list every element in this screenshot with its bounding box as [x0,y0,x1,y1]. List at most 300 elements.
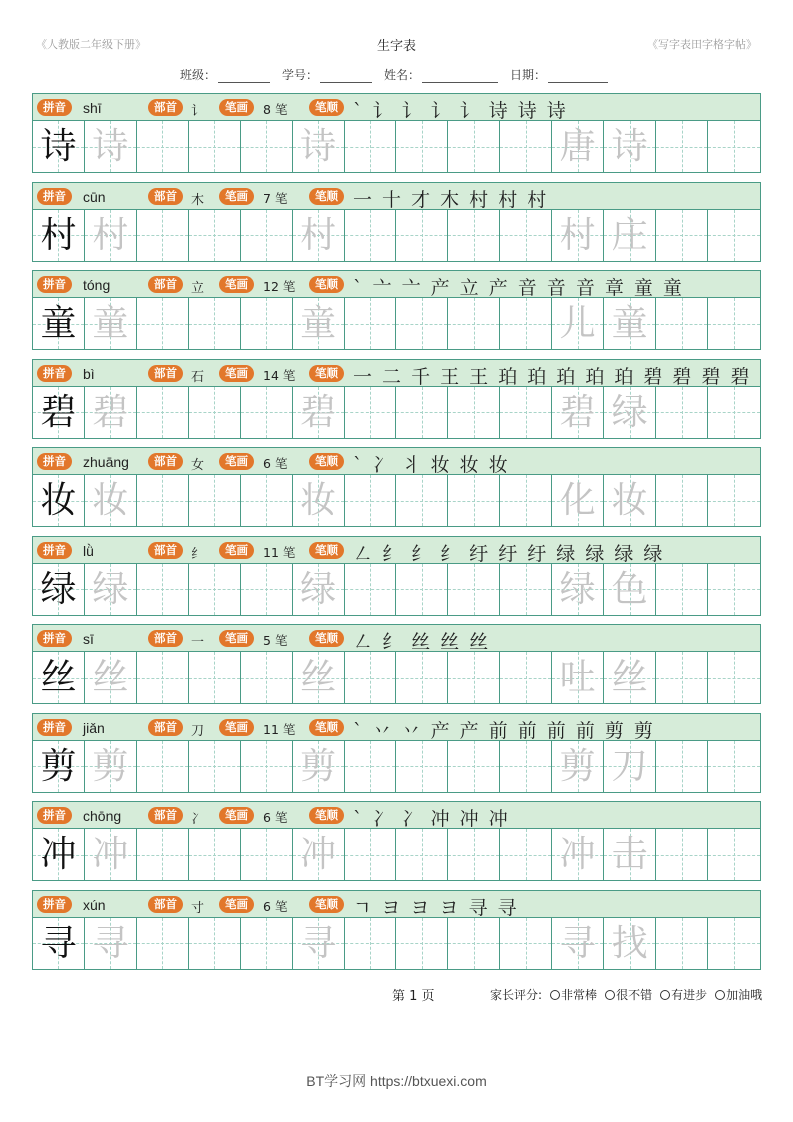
stroke-order-badge: 笔顺 [309,630,344,647]
writing-cell[interactable] [500,387,552,438]
pinyin-badge: 拼音 [37,630,72,647]
stroke-order-badge: 笔顺 [309,896,344,913]
model-character: 诗 [40,126,77,167]
writing-cell[interactable] [552,298,604,349]
writing-cell[interactable] [293,918,345,969]
writing-cell[interactable] [552,741,604,792]
writing-cell[interactable] [656,564,708,615]
radical-badge: 部首 [148,630,183,647]
page-title: 生字表 [376,39,416,54]
stroke-order-text: 一 十 才 木 村 村 村 [353,188,549,211]
name-label: 姓名： [384,68,421,82]
writing-cell[interactable] [604,652,656,703]
writing-cell[interactable] [396,741,448,792]
writing-cell[interactable] [552,387,604,438]
writing-cell[interactable] [552,564,604,615]
writing-cell[interactable] [708,475,760,526]
writing-cell[interactable] [33,829,85,880]
stroke-order-text: ` 冫 冫 冲 冲 冲 [353,808,510,830]
writing-cell[interactable] [500,475,552,526]
writing-cell[interactable] [500,918,552,969]
strokes-text [263,631,287,649]
number-label: 学号： [282,68,319,82]
writing-cell[interactable] [396,652,448,703]
tianzige-grid [32,475,761,527]
writing-cell[interactable] [293,210,345,261]
word-character: 击 [611,834,648,875]
tianzige-grid [32,652,761,704]
stroke-unit: 笔 [282,544,296,560]
trace-character: 寻 [92,922,129,964]
writing-cell[interactable] [85,564,137,615]
eval-option-good[interactable]: 很不错 [605,986,652,1003]
writing-cell[interactable] [708,121,760,172]
stroke-unit: 笔 [274,190,288,206]
writing-cell[interactable] [345,298,397,349]
writing-cell[interactable] [137,741,189,792]
stroke-order-text: ` 冫 丬 妆 妆 妆 [353,454,510,476]
writing-cell[interactable] [241,741,293,792]
writing-cell[interactable] [85,210,137,261]
writing-cell[interactable] [552,121,604,172]
strokes-badge: 笔画 [219,630,254,647]
strokes-badge: 笔画 [219,807,254,824]
tianzige-grid [32,298,761,350]
stroke-unit: 笔 [274,102,288,117]
character-row [32,624,761,704]
writing-cell[interactable] [33,121,85,172]
word-character: 冲 [559,834,596,875]
character-info-bar [32,624,761,652]
writing-cell[interactable] [85,121,137,172]
writing-cell[interactable] [396,387,448,438]
word-character: 刀 [611,745,648,787]
writing-cell[interactable] [293,298,345,349]
radical-text: 女 [191,458,205,473]
pinyin-text: jiǎn [83,719,105,736]
word-character: 绿 [559,568,596,610]
pinyin-text: shī [83,100,102,116]
word-character: 妆 [611,480,648,521]
writing-cell[interactable] [137,121,189,172]
writing-cell[interactable] [500,564,552,615]
writing-cell[interactable] [708,829,760,880]
writing-cell[interactable] [604,387,656,438]
radical-text: 刀 [191,723,205,739]
strokes-badge: 笔画 [219,99,254,116]
writing-cell[interactable] [345,741,397,792]
strokes-text [263,277,295,295]
writing-cell[interactable] [500,829,552,880]
radical-text: 冫 [191,812,205,827]
pinyin-badge: 拼音 [37,542,72,559]
writing-cell[interactable] [137,829,189,880]
writing-cell[interactable] [708,918,760,969]
trace-character: 妆 [300,480,337,521]
stroke-count: 11 [263,721,279,737]
writing-cell[interactable] [189,564,241,615]
writing-cell[interactable] [241,210,293,261]
writing-cell[interactable] [33,387,85,438]
writing-cell[interactable] [448,564,500,615]
character-info-bar [32,536,761,564]
stroke-order-text: ㄱ ヨ ヨ ヨ 寻 寻 [353,896,519,919]
stroke-order-badge: 笔顺 [309,365,344,382]
writing-cell[interactable] [656,652,708,703]
writing-cell[interactable] [293,829,345,880]
writing-cell[interactable] [137,387,189,438]
site-watermark: BT学习网 https://btxuexi.com [306,1073,487,1089]
trace-character: 村 [300,214,337,256]
word-character: 丝 [611,657,648,698]
writing-cell[interactable] [189,475,241,526]
writing-cell[interactable] [604,475,656,526]
pinyin-text: tóng [83,277,111,293]
character-sheet [32,93,761,978]
stroke-unit: 笔 [282,721,296,737]
stroke-count: 6 [263,456,271,471]
strokes-text [263,543,295,561]
writing-cell[interactable] [500,298,552,349]
stroke-order-text: ` 丷 丷 产 产 前 前 前 前 剪 剪 [353,719,655,742]
strokes-text [263,189,287,207]
pinyin-badge: 拼音 [37,99,72,116]
stroke-count: 5 [263,633,271,648]
radical-text: 一 [191,635,205,650]
stroke-order-text: ㇜ 纟 纟 纟 纡 纡 纡 绿 绿 绿 绿 [353,542,665,565]
writing-cell[interactable] [656,387,708,438]
writing-cell[interactable] [604,829,656,880]
word-character: 童 [611,303,648,344]
writing-cell[interactable] [604,121,656,172]
eval-option-excellent[interactable]: 非常棒 [550,986,597,1003]
writing-cell[interactable] [396,210,448,261]
character-info-bar [32,93,761,121]
writing-cell[interactable] [293,121,345,172]
writing-cell[interactable] [396,564,448,615]
writing-cell[interactable] [189,121,241,172]
strokes-text [263,100,287,118]
character-row [32,447,761,527]
writing-cell[interactable] [241,475,293,526]
writing-cell[interactable] [552,475,604,526]
writing-cell[interactable] [656,829,708,880]
page-number: 第 1 页 [392,989,435,1004]
eval-option-progress[interactable]: 有进步 [660,986,707,1003]
eval-option-keep-going[interactable]: 加油哦 [715,986,762,1003]
tianzige-grid [32,564,761,616]
radical-badge: 部首 [148,99,183,116]
writing-cell[interactable] [241,918,293,969]
stroke-unit: 笔 [274,810,288,825]
pinyin-text: sī [83,631,94,647]
trace-character: 诗 [92,126,129,167]
writing-cell[interactable] [137,210,189,261]
writing-cell[interactable] [241,387,293,438]
writing-cell[interactable] [241,298,293,349]
writing-cell[interactable] [708,564,760,615]
trace-character: 丝 [92,657,129,698]
stroke-count: 12 [263,279,279,294]
writing-cell[interactable] [33,298,85,349]
tianzige-grid [32,829,761,881]
word-character: 吐 [559,657,596,698]
writing-cell[interactable] [293,475,345,526]
stroke-unit: 笔 [274,898,288,914]
radical-badge: 部首 [148,807,183,824]
strokes-badge: 笔画 [219,276,254,293]
stroke-order-badge: 笔顺 [309,807,344,824]
trace-character: 村 [92,214,129,256]
character-info-bar [32,359,761,387]
pinyin-badge: 拼音 [37,807,72,824]
writing-cell[interactable] [656,475,708,526]
tianzige-grid [32,918,761,970]
writing-cell[interactable] [448,829,500,880]
pinyin-badge: 拼音 [37,365,72,382]
trace-character: 诗 [300,126,337,167]
writing-cell[interactable] [189,829,241,880]
writing-cell[interactable] [345,829,397,880]
radical-text: 石 [191,369,205,385]
pinyin-badge: 拼音 [37,896,72,913]
pinyin-text: lǜ [83,542,94,559]
model-character: 童 [40,303,77,344]
radical-text: 讠 [191,104,205,119]
writing-cell[interactable] [345,121,397,172]
stroke-count: 14 [263,367,279,383]
stroke-count: 8 [263,102,271,117]
character-row [32,359,761,439]
character-info-bar [32,713,761,741]
writing-cell[interactable] [241,652,293,703]
writing-cell[interactable] [396,298,448,349]
writing-cell[interactable] [345,475,397,526]
writing-cell[interactable] [137,652,189,703]
writing-cell[interactable] [189,210,241,261]
trace-character: 剪 [92,745,129,787]
writing-cell[interactable] [345,652,397,703]
character-info-bar [32,801,761,829]
writing-cell[interactable] [604,564,656,615]
model-character: 剪 [40,745,77,787]
trace-character: 剪 [300,745,337,787]
model-character: 绿 [40,568,77,610]
evaluation-label: 家长评分: [490,988,543,1002]
word-character: 剪 [559,745,596,787]
strokes-text [263,720,295,738]
trace-character: 童 [92,303,129,344]
writing-cell[interactable] [345,387,397,438]
stroke-order-text: ` 讠 讠 讠 讠 诗 诗 诗 [353,100,568,122]
trace-character: 寻 [300,922,337,964]
stroke-order-badge: 笔顺 [309,276,344,293]
writing-cell[interactable] [448,475,500,526]
strokes-badge: 笔画 [219,365,254,382]
writing-cell[interactable] [708,210,760,261]
word-character: 庄 [611,214,648,256]
pinyin-badge: 拼音 [37,276,72,293]
word-character: 寻 [559,922,596,964]
word-character: 色 [611,568,648,610]
radical-text: 立 [191,281,205,296]
word-character: 村 [559,214,596,256]
writing-cell[interactable] [656,298,708,349]
writing-cell[interactable] [189,298,241,349]
writing-cell[interactable] [137,918,189,969]
writing-cell[interactable] [33,564,85,615]
strokes-badge: 笔画 [219,542,254,559]
stroke-unit: 笔 [282,279,296,294]
writing-cell[interactable] [33,918,85,969]
writing-cell[interactable] [500,121,552,172]
radical-badge: 部首 [148,365,183,382]
writing-cell[interactable] [293,564,345,615]
writing-cell[interactable] [85,475,137,526]
writing-cell[interactable] [604,918,656,969]
writing-cell[interactable] [241,564,293,615]
writing-cell[interactable] [708,387,760,438]
series-label: 《写字表田字格字帖》 [647,38,757,51]
writing-cell[interactable] [293,652,345,703]
character-info-bar [32,890,761,918]
word-character: 化 [559,480,596,521]
writing-cell[interactable] [189,652,241,703]
writing-cell[interactable] [448,121,500,172]
writing-cell[interactable] [33,475,85,526]
writing-cell[interactable] [396,475,448,526]
writing-cell[interactable] [708,652,760,703]
trace-character: 碧 [300,391,337,433]
stroke-count: 6 [263,898,271,914]
writing-cell[interactable] [241,121,293,172]
writing-cell[interactable] [656,918,708,969]
writing-cell[interactable] [85,387,137,438]
writing-cell[interactable] [85,298,137,349]
writing-cell[interactable] [345,210,397,261]
writing-cell[interactable] [85,829,137,880]
writing-cell[interactable] [604,741,656,792]
writing-cell[interactable] [396,121,448,172]
writing-cell[interactable] [500,210,552,261]
writing-cell[interactable] [33,210,85,261]
writing-cell[interactable] [85,918,137,969]
pinyin-badge: 拼音 [37,719,72,736]
pinyin-badge: 拼音 [37,188,72,205]
writing-cell[interactable] [500,741,552,792]
writing-cell[interactable] [189,387,241,438]
writing-cell[interactable] [448,918,500,969]
writing-cell[interactable] [552,652,604,703]
writing-cell[interactable] [552,210,604,261]
pinyin-text: cūn [83,188,106,205]
stroke-order-badge: 笔顺 [309,99,344,116]
stroke-unit: 笔 [274,456,288,471]
writing-cell[interactable] [500,652,552,703]
pinyin-text: xún [83,896,106,913]
writing-cell[interactable] [708,741,760,792]
radical-badge: 部首 [148,453,183,470]
trace-character: 妆 [92,480,129,521]
writing-cell[interactable] [396,829,448,880]
stroke-order-text: ` 亠 亠 产 立 产 音 音 音 章 童 童 [353,277,684,299]
writing-cell[interactable] [33,741,85,792]
radical-text: 纟 [191,546,205,562]
writing-cell[interactable] [85,652,137,703]
character-row [32,890,761,970]
word-character: 绿 [611,391,648,433]
student-fields [180,66,608,83]
strokes-text [263,454,287,472]
date-field[interactable] [510,66,608,83]
radical-text: 木 [191,192,205,208]
writing-cell[interactable] [552,918,604,969]
trace-character: 冲 [92,834,129,875]
writing-cell[interactable] [85,741,137,792]
writing-cell[interactable] [137,564,189,615]
tianzige-grid [32,741,761,793]
strokes-badge: 笔画 [219,896,254,913]
character-row [32,801,761,881]
writing-cell[interactable] [293,741,345,792]
character-info-bar [32,447,761,475]
writing-cell[interactable] [448,298,500,349]
pinyin-badge: 拼音 [37,453,72,470]
stroke-order-text: ㇜ 纟 丝 丝 丝 [353,631,491,653]
strokes-badge: 笔画 [219,453,254,470]
writing-cell[interactable] [137,475,189,526]
tianzige-grid [32,121,761,173]
writing-cell[interactable] [396,918,448,969]
trace-character: 碧 [92,391,129,433]
character-row [32,93,761,173]
pinyin-text: chōng [83,808,122,824]
word-character: 找 [611,922,648,964]
name-field[interactable] [384,66,498,83]
writing-cell[interactable] [656,121,708,172]
writing-cell[interactable] [189,918,241,969]
character-row [32,270,761,350]
writing-cell[interactable] [604,210,656,261]
writing-cell[interactable] [345,564,397,615]
radical-badge: 部首 [148,188,183,205]
writing-cell[interactable] [189,741,241,792]
class-field[interactable] [180,66,270,83]
writing-cell[interactable] [345,918,397,969]
writing-cell[interactable] [656,210,708,261]
writing-cell[interactable] [708,298,760,349]
writing-cell[interactable] [448,652,500,703]
writing-cell[interactable] [656,741,708,792]
writing-cell[interactable] [552,829,604,880]
writing-cell[interactable] [604,298,656,349]
writing-cell[interactable] [448,387,500,438]
pinyin-text: zhuāng [83,454,129,470]
trace-character: 绿 [92,568,129,610]
writing-cell[interactable] [448,210,500,261]
writing-cell[interactable] [293,387,345,438]
trace-character: 丝 [300,657,337,698]
stroke-order-badge: 笔顺 [309,453,344,470]
writing-cell[interactable] [241,829,293,880]
parent-evaluation [490,986,762,1003]
stroke-order-badge: 笔顺 [309,542,344,559]
writing-cell[interactable] [448,741,500,792]
number-field[interactable] [282,66,372,83]
stroke-order-badge: 笔顺 [309,188,344,205]
writing-cell[interactable] [137,298,189,349]
writing-cell[interactable] [33,652,85,703]
